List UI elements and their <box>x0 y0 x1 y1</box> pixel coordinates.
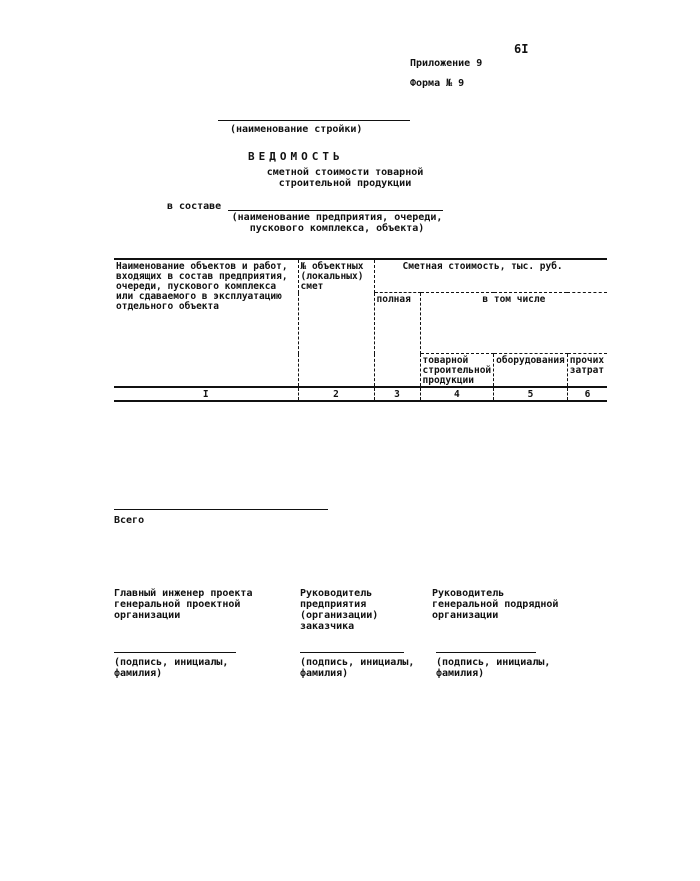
other-costs-header: прочих затрат <box>567 354 607 388</box>
col2-header: № объектных (локальных) смет <box>298 259 374 387</box>
construction-caption: (наименование стройки) <box>230 124 363 135</box>
signature-line-chief-engineer <box>114 652 236 653</box>
composition-label: в составе <box>167 201 222 212</box>
signature-caption-client-director: (подпись, инициалы, фамилия) <box>300 657 415 679</box>
goods-header: товарной строительной продукции <box>420 354 494 388</box>
form-label: Форма № 9 <box>410 78 465 89</box>
column-number-1: I <box>114 387 298 401</box>
column-number-3: 3 <box>374 387 420 401</box>
total-label: Всего <box>114 515 145 526</box>
signature-line-contractor-director <box>436 652 536 653</box>
composition-caption: (наименование предприятия, очереди, пускового комплекса, объекта) <box>231 212 443 234</box>
signature-role-chief-engineer: Главный инженер проекта генеральной проектной организации <box>114 588 253 621</box>
signature-role-contractor-director: Руководитель генеральной подрядной организации <box>432 588 559 621</box>
page-number: 6I <box>514 42 529 56</box>
document-subtitle: сметной стоимости товарной строительной продукции <box>266 167 424 189</box>
appendix-label: Приложение 9 <box>410 58 483 69</box>
column-number-2: 2 <box>298 387 374 401</box>
signature-caption-contractor-director: (подпись, инициалы, фамилия) <box>436 657 551 679</box>
composition-line <box>228 210 443 211</box>
signature-caption-chief-engineer: (подпись, инициалы, фамилия) <box>114 657 229 679</box>
column-number-6: 6 <box>567 387 607 401</box>
document-title: ВЕДОМОСТЬ <box>248 150 344 163</box>
col1-header: Наименование объектов и работ, входящих в состав предприятия, очереди, пускового комплекса или сдаваемого в эксплуатацию отдельного объекта <box>114 259 298 387</box>
signature-role-client-director: Руководитель предприятия (организации) заказчика <box>300 588 379 632</box>
construction-name-line <box>218 120 410 121</box>
signature-line-client-director <box>300 652 404 653</box>
full-cost-header: полная <box>374 293 420 388</box>
column-number-5: 5 <box>494 387 568 401</box>
equipment-header: оборудования <box>494 354 568 388</box>
including-header: в том числе <box>420 293 607 354</box>
cost-header: Сметная стоимость, тыс. руб. <box>374 259 607 293</box>
column-number-4: 4 <box>420 387 494 401</box>
cost-table <box>114 258 607 402</box>
total-line <box>114 509 328 510</box>
